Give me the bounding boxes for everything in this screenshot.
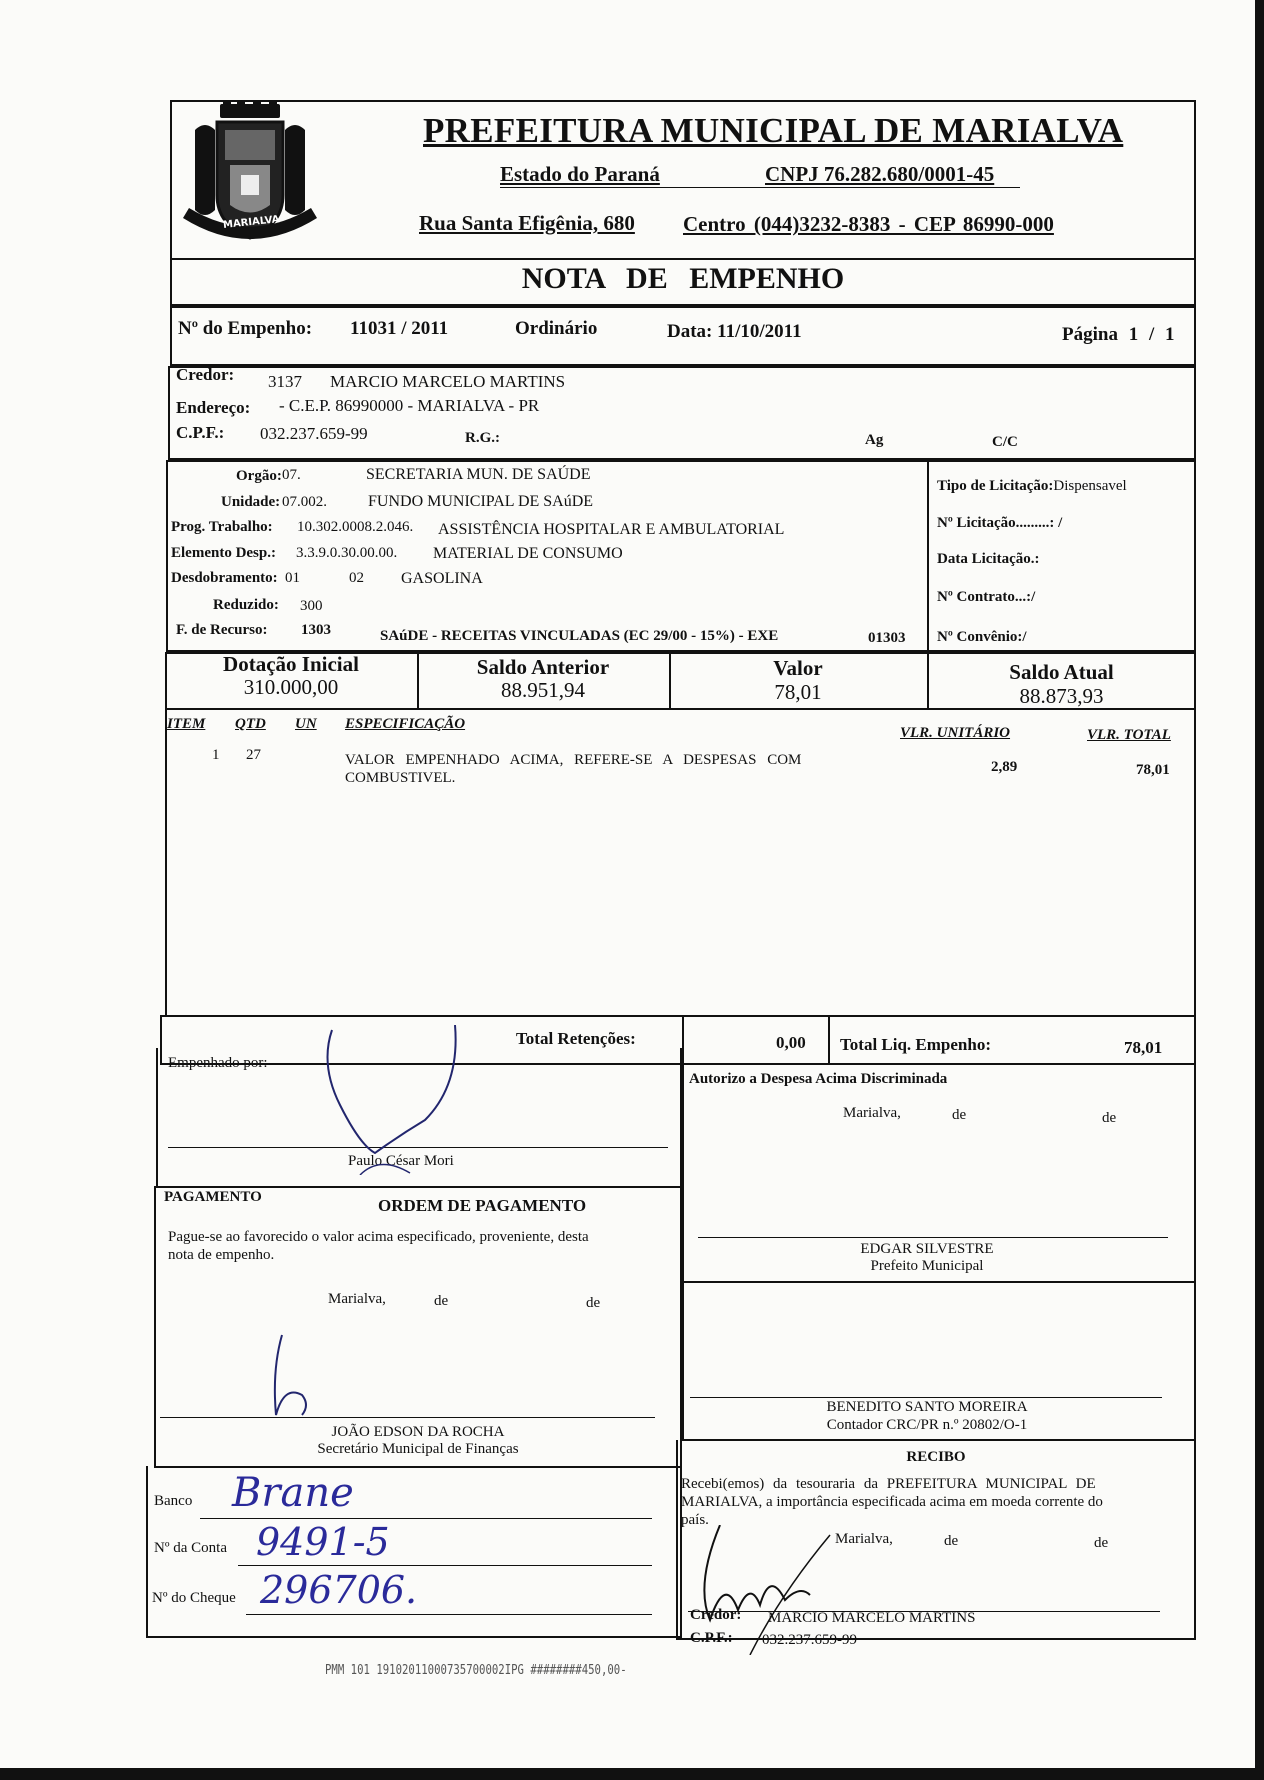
secretario-signature-icon <box>262 1330 322 1420</box>
reduzido-value: 300 <box>300 598 323 614</box>
recibo-line2: MARIALVA, a importância especificada acima em moeda corrente do <box>681 1494 1103 1510</box>
desd-name: GASOLINA <box>401 570 483 587</box>
retencoes-value: 0,00 <box>776 1033 806 1052</box>
conta-line <box>238 1565 652 1566</box>
prog-name: ASSISTÊNCIA HOSPITALAR E AMBULATORIAL <box>438 521 785 538</box>
footer-code: PMM 101 19102011000735700002IPG ########450,00- <box>325 1663 627 1678</box>
cc-label: C/C <box>992 434 1018 450</box>
ag-label: Ag <box>865 432 884 448</box>
elem-name: MATERIAL DE CONSUMO <box>433 545 623 562</box>
retencoes-label: Total Retenções: <box>516 1029 636 1048</box>
header-contact: Centro (044)3232-8383 - CEP 86990-000 <box>683 212 1054 236</box>
empenho-type: Ordinário <box>515 318 598 339</box>
dotacao-label: Dotação Inicial <box>223 652 359 676</box>
unidade-label: Unidade: <box>221 494 281 510</box>
scan-shadow-bottom <box>0 1768 1264 1780</box>
header-state: Estado do Paraná <box>500 162 660 186</box>
desd-a: 01 <box>285 570 300 586</box>
retencoes-div-2 <box>828 1015 830 1065</box>
credor-name: MARCIO MARCELO MARTINS <box>330 372 566 391</box>
contador-name: BENEDITO SANTO MOREIRA <box>826 1399 1028 1415</box>
prefeito-title: Prefeito Municipal <box>870 1258 984 1274</box>
valor-value: 78,01 <box>774 680 822 704</box>
pagamento-de2: de <box>586 1295 601 1311</box>
cheque-value: 296706. <box>260 1568 418 1612</box>
orgao-name: SECRETARIA MUN. DE SAÚDE <box>366 466 591 483</box>
header-title: PREFEITURA MUNICIPAL DE MARIALVA <box>423 111 1124 150</box>
prog-code: 10.302.0008.2.046. <box>297 519 414 535</box>
pagamento-label: PAGAMENTO <box>164 1189 262 1205</box>
empenho-number: 11031 / 2011 <box>350 318 449 339</box>
contrato-number: Nº Contrato...:/ <box>937 589 1036 605</box>
recibo-de2: de <box>1094 1535 1109 1551</box>
scan-shadow-right <box>1255 0 1264 1780</box>
autorizo-de1: de <box>952 1107 967 1123</box>
convenio-number: Nº Convênio:/ <box>937 629 1027 645</box>
retencoes-div-1 <box>682 1015 684 1065</box>
contador-title: Contador CRC/PR n.º 20802/O-1 <box>826 1417 1028 1433</box>
recibo-de1: de <box>944 1533 959 1549</box>
col-vlr-unitario: VLR. UNITÁRIO <box>900 725 1011 741</box>
col-vlr-total: VLR. TOTAL <box>1087 727 1171 743</box>
item-number: 1 <box>212 747 220 763</box>
budget-divider <box>927 460 929 652</box>
recibo-credor-label: Credor: <box>690 1607 742 1623</box>
empenho-date: Data: 11/10/2011 <box>667 321 802 342</box>
recibo-line1: Recebi(emos) da tesouraria da PREFEITURA MUNICIPAL DE <box>681 1476 1096 1492</box>
licitacao-number: Nº Licitação.........: / <box>937 515 1063 531</box>
orgao-label: Orgão: <box>236 468 282 484</box>
recibo-credor-value: MARCIO MARCELO MARTINS <box>768 1610 976 1626</box>
item-espec-line2: COMBUSTIVEL. <box>345 770 456 786</box>
header-cnpj: CNPJ 76.282.680/0001-45 <box>765 162 995 186</box>
unidade-code: 07.002. <box>282 494 327 510</box>
col-qtd: QTD <box>235 716 266 732</box>
header-underline-1 <box>500 187 1020 188</box>
recibo-title: RECIBO <box>906 1449 966 1465</box>
desd-label: Desdobramento: <box>171 570 278 586</box>
col-especificacao: ESPECIFICAÇÃO <box>345 716 466 732</box>
secretario-signature-line <box>160 1417 655 1418</box>
empenhado-name: Paulo César Mori <box>348 1153 454 1169</box>
recurso-code: 1303 <box>301 622 331 638</box>
prefeito-signature-line <box>698 1237 1168 1238</box>
dotacao-value: 310.000,00 <box>243 675 339 699</box>
banco-value: Brane <box>232 1470 354 1516</box>
col-item: ITEM <box>167 716 206 732</box>
reduzido-label: Reduzido: <box>213 597 279 613</box>
crest-icon <box>175 100 325 260</box>
licitacao-type-value: Dispensavel <box>1053 478 1127 494</box>
document-title: NOTA DE EMPENHO <box>521 262 845 295</box>
pagamento-city: Marialva, <box>328 1291 386 1307</box>
recibo-city: Marialva, <box>835 1531 893 1547</box>
licitacao-type-label <box>937 478 1127 495</box>
liq-empenho-value: 78,01 <box>1124 1038 1163 1057</box>
col-un: UN <box>295 716 317 732</box>
liq-empenho-label: Total Liq. Empenho: <box>840 1035 991 1054</box>
item-vlr-total: 78,01 <box>1136 762 1170 778</box>
saldo-atual-value: 88.873,93 <box>1019 684 1104 708</box>
saldo-anterior-value: 88.951,94 <box>501 678 585 702</box>
item-espec-line1: VALOR EMPENHADO ACIMA, REFERE-SE A DESPESAS COM <box>345 752 802 768</box>
recibo-line3: país. <box>681 1512 709 1528</box>
licitacao-type-key: Tipo de Licitação: <box>937 478 1054 494</box>
rg-label: R.G.: <box>465 430 500 446</box>
contador-signature-line <box>690 1397 1162 1398</box>
prefeito-name: EDGAR SILVESTRE <box>860 1241 994 1257</box>
cheque-line <box>246 1614 652 1615</box>
items-left-border <box>165 710 167 1015</box>
empenho-label: Nº do Empenho: <box>178 318 313 339</box>
page-number: Página 1 / 1 <box>1062 324 1175 345</box>
elem-label: Elemento Desp.: <box>171 545 276 561</box>
ordem-pagamento-title: ORDEM DE PAGAMENTO <box>378 1196 587 1215</box>
endereco-label: Endereço: <box>176 398 251 417</box>
pagamento-text-line2: nota de empenho. <box>168 1247 275 1263</box>
unidade-name: FUNDO MUNICIPAL DE SAúDE <box>368 493 594 510</box>
cpf-value: 032.237.659-99 <box>260 424 368 443</box>
banco-label: Banco <box>154 1493 193 1509</box>
conta-label: Nº da Conta <box>154 1540 227 1556</box>
recurso-label: F. de Recurso: <box>176 622 268 638</box>
autorizo-city: Marialva, <box>843 1105 901 1121</box>
saldo-atual-label: Saldo Atual <box>1009 660 1114 684</box>
elem-code: 3.3.9.0.30.00.00. <box>296 545 398 561</box>
endereco-value: - C.E.P. 86990000 - MARIALVA - PR <box>279 396 540 415</box>
pagamento-de1: de <box>434 1293 449 1309</box>
valor-label: Valor <box>773 656 823 680</box>
empenhado-label: Empenhado por: <box>168 1055 268 1071</box>
autorizo-label: Autorizo a Despesa Acima Discriminada <box>689 1071 948 1087</box>
header-address: Rua Santa Efigênia, 680 <box>419 211 635 235</box>
licitacao-date: Data Licitação.: <box>937 551 1040 567</box>
credor-code: 3137 <box>268 372 302 391</box>
pagamento-text-line1: Pague-se ao favorecido o valor acima especificado, proveniente, desta <box>168 1229 589 1245</box>
credor-label: Credor: <box>176 365 235 384</box>
item-vlr-unitario: 2,89 <box>991 759 1018 775</box>
secretario-title: Secretário Municipal de Finanças <box>317 1441 519 1457</box>
recibo-cpf-value: 032.237.659-99 <box>762 1632 857 1648</box>
orgao-code: 07. <box>282 467 301 483</box>
items-right-border <box>1194 710 1196 1015</box>
cpf-label: C.P.F.: <box>176 423 225 442</box>
conta-value: 9491-5 <box>256 1520 390 1564</box>
secretario-name: JOÃO EDSON DA ROCHA <box>331 1424 505 1440</box>
crest-banner-text: MARIALVA <box>222 214 281 231</box>
saldo-anterior-label: Saldo Anterior <box>476 655 610 679</box>
recurso-number: 01303 <box>868 630 906 646</box>
crest-logo <box>175 100 325 260</box>
recurso-name: SAúDE - RECEITAS VINCULADAS (EC 29/00 - 15%) - EXE <box>380 628 779 644</box>
desd-b: 02 <box>349 570 364 586</box>
banco-line <box>200 1518 652 1519</box>
item-qtd: 27 <box>246 747 261 763</box>
prog-label: Prog. Trabalho: <box>171 519 273 535</box>
empenhado-signature-icon <box>320 1025 470 1175</box>
autorizo-de2: de <box>1102 1110 1117 1126</box>
cheque-label: Nº do Cheque <box>152 1590 236 1606</box>
recibo-cpf-label: C.P.F.: <box>690 1630 733 1646</box>
